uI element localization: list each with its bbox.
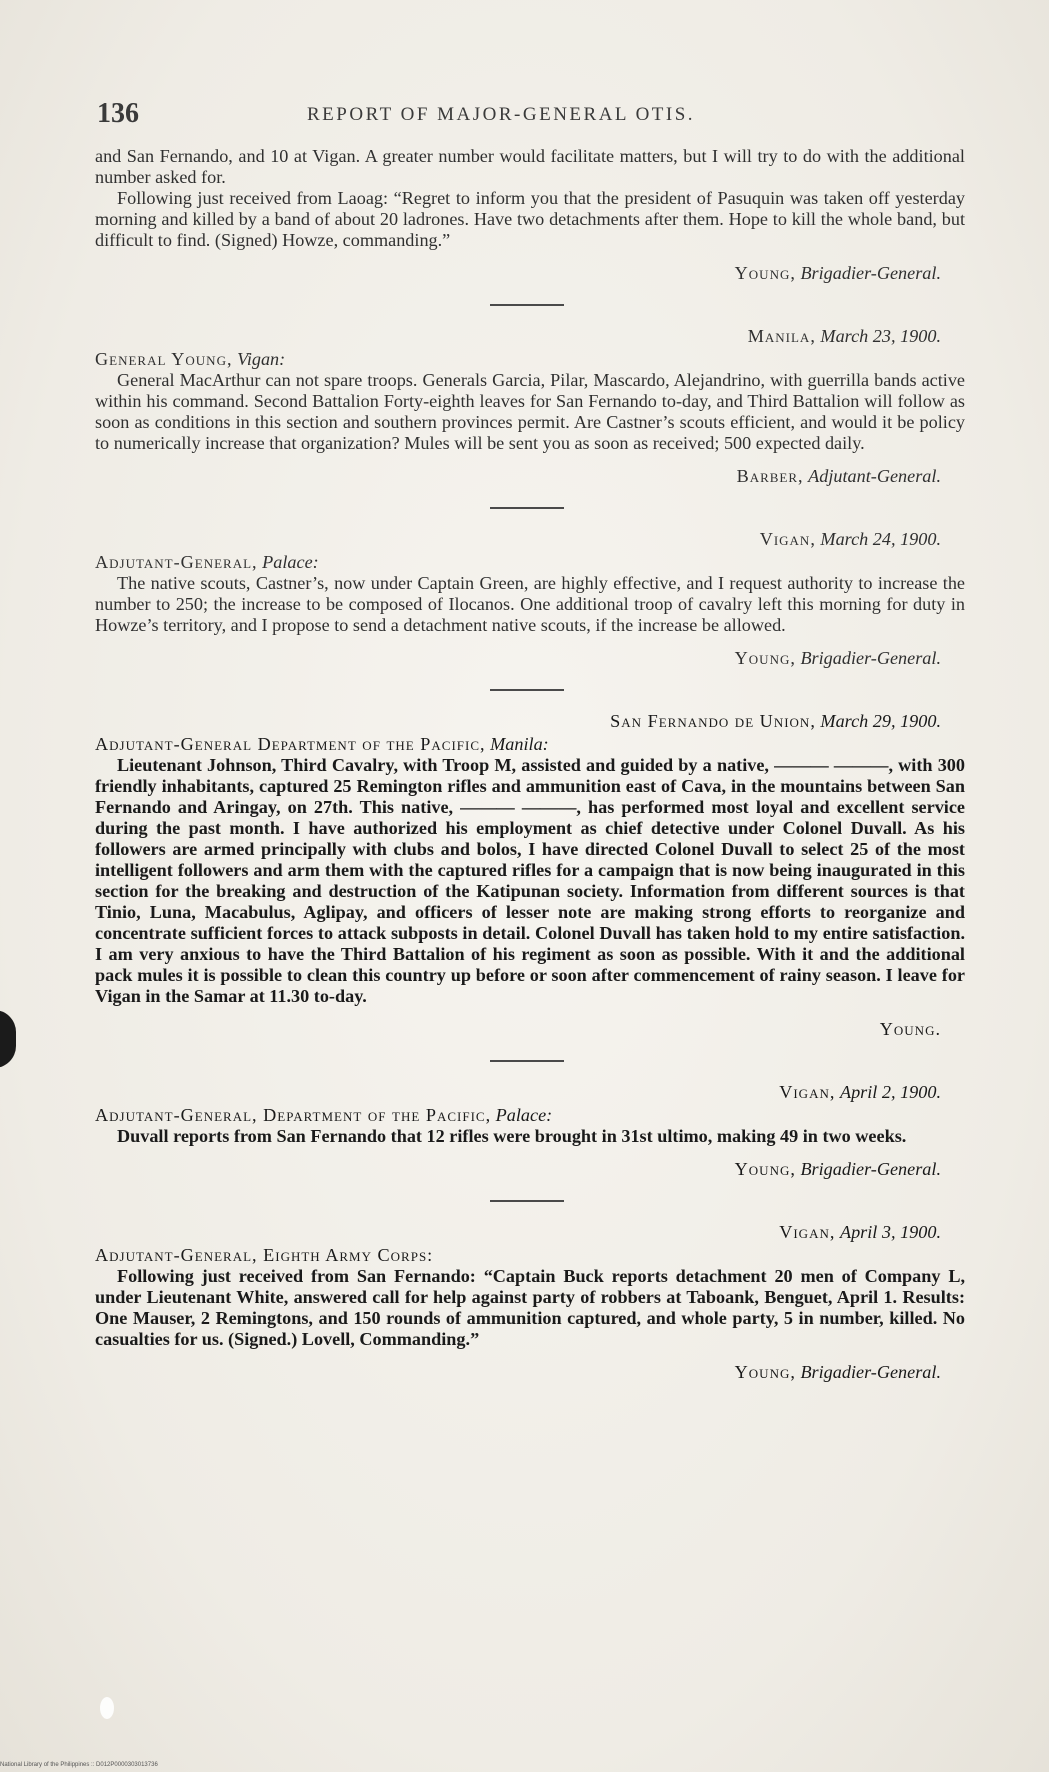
addressee	[95, 552, 965, 573]
paragraph: and San Fernando, and 10 at Vigan. A greater number would facilitate matters, but I will try to do with the additional number asked for.	[95, 146, 965, 187]
dateline-date: March 24, 1900.	[820, 529, 941, 549]
dateline-date: March 23, 1900.	[820, 326, 941, 346]
telegram-block	[95, 529, 965, 669]
dateline-date: April 2, 1900.	[839, 1082, 941, 1102]
dateline-date: April 3, 1900.	[839, 1222, 941, 1242]
signature	[95, 466, 965, 487]
telegram-block	[95, 146, 965, 284]
signature-title: Brigadier-General.	[800, 648, 941, 668]
addressee-name: Adjutant-General Department of the Pacific,	[95, 734, 486, 754]
addressee-location: Palace:	[495, 1105, 553, 1125]
addressee	[95, 1245, 965, 1266]
signature-name: Barber,	[736, 466, 804, 486]
running-title: REPORT OF MAJOR-GENERAL OTIS.	[307, 104, 696, 125]
signature-title: Brigadier-General.	[800, 1362, 941, 1382]
telegram-block	[95, 711, 965, 1040]
dateline	[95, 1222, 965, 1243]
dateline-date: March 29, 1900.	[820, 711, 941, 731]
dateline	[95, 1082, 965, 1103]
signature	[95, 1019, 965, 1040]
signature-name: Young,	[734, 263, 796, 283]
signature-name: Young,	[734, 648, 796, 668]
telegram-block	[95, 326, 965, 487]
section-divider	[490, 1200, 564, 1202]
signature	[95, 1362, 965, 1383]
dateline	[95, 326, 965, 347]
section-divider	[490, 1060, 564, 1062]
signature-title: Adjutant-General.	[808, 466, 941, 486]
addressee-name: Adjutant-General,	[95, 552, 258, 572]
addressee	[95, 349, 965, 370]
dateline-place: Vigan,	[779, 1222, 836, 1242]
dateline-place: Vigan,	[759, 529, 816, 549]
dateline-place: Manila,	[747, 326, 816, 346]
addressee-name: General Young,	[95, 349, 233, 369]
dateline-place: San Fernando de Union,	[610, 711, 816, 731]
addressee	[95, 1105, 965, 1126]
paragraph: Following just received from Laoag: “Regret to inform you that the president of Pasuquin was taken off yesterday morning and killed by a band of about 20 ladrones. Have two detachments after them. Hope to kill the whole band, but difficult to find. (Signed) Howze, commanding.”	[95, 188, 965, 250]
telegram-block	[95, 1222, 965, 1383]
scan-credit: National Library of the Philippines :: D012P0000303013736	[0, 1762, 158, 1768]
paragraph: The native scouts, Castner’s, now under Captain Green, are highly effective, and I request authority to increase the number to 250; the increase to be composed of Ilocanos. One additional troop of cavalry left this morning for duty in Howze’s territory, and I propose to send a detachment native scouts, if the increase be allowed.	[95, 573, 965, 635]
signature	[95, 1159, 965, 1180]
dateline	[95, 711, 965, 732]
paragraph: Following just received from San Fernando: “Captain Buck reports detachment 20 men of Company L, under Lieutenant White, answered call for help against party of robbers at Taboank, Benguet, April 1. Results: One Mauser, 2 Remingtons, and 150 rounds of ammunition captured, and whole party, 5 in number, killed. No casualties for us. (Signed.) Lovell, Commanding.”	[95, 1266, 965, 1349]
signature	[95, 648, 965, 669]
addressee-location: Manila:	[490, 734, 549, 754]
signature-name: Young,	[734, 1362, 796, 1382]
paragraph: Duvall reports from San Fernando that 12 rifles were brought in 31st ultimo, making 49 in two weeks.	[117, 1126, 907, 1146]
section-divider	[490, 304, 564, 306]
signature-name: Young.	[879, 1019, 941, 1039]
signature-title: Brigadier-General.	[800, 263, 941, 283]
page-number: 136	[97, 98, 139, 129]
addressee-name: Adjutant-General, Department of the Pacific,	[95, 1105, 492, 1125]
section-divider	[490, 689, 564, 691]
signature-name: Young,	[734, 1159, 796, 1179]
document-body	[95, 146, 965, 1383]
scan-blot	[0, 1010, 16, 1068]
addressee-name: Adjutant-General, Eighth Army Corps:	[95, 1245, 434, 1265]
scan-speck	[100, 1697, 114, 1719]
telegram-block	[95, 1082, 965, 1180]
section-divider	[490, 507, 564, 509]
dateline	[95, 529, 965, 550]
addressee-location: Palace:	[262, 552, 319, 572]
page-header	[97, 98, 957, 132]
dateline-place: Vigan,	[779, 1082, 836, 1102]
addressee-location: Vigan:	[237, 349, 286, 369]
signature-title: Brigadier-General.	[800, 1159, 941, 1179]
signature	[95, 263, 965, 284]
addressee	[95, 734, 965, 755]
paragraph: Lieutenant Johnson, Third Cavalry, with Troop M, assisted and guided by a native, ——— ———, with 300 friendly inhabitants, captured 25 Remington rifles and ammunition east of Cava, in the mountains between San Fernando and Aringay, on 27th. This native, ——— ———, has performed most loyal and excellent service during the past month. I have authorized his employment as chief detective under Colonel Duvall. As his followers are armed principally with clubs and bolos, I have directed Colonel Duvall to select 25 of the most intelligent followers and arm them with the captured rifles for a campaign that is now being inaugurated in this section for the breaking and destruction of the Katipunan society. Information from different sources is that Tinio, Luna, Macabulus, Aglipay, and officers of lesser note are making strong efforts to reorganize and concentrate sufficient forces to attack subposts in detail. Colonel Duvall has taken hold to my entire satisfaction. I am very anxious to have the Third Battalion of his regiment as soon as possible. With it and the additional pack mules it is possible to clean this country up before or soon after commencement of rainy season. I leave for Vigan in the Samar at 11.30 to-day.	[95, 755, 965, 1006]
paragraph: General MacArthur can not spare troops. Generals Garcia, Pilar, Mascardo, Alejandrino, with guerrilla bands active within his command. Second Battalion Forty-eighth leaves for San Fernando to-day, and Third Battalion will follow as soon as conditions in this section and southern provinces permit. Are Castner’s scouts efficient, and would it be policy to numerically increase that organization? Mules will be sent you as soon as received; 500 expected daily.	[95, 370, 965, 453]
